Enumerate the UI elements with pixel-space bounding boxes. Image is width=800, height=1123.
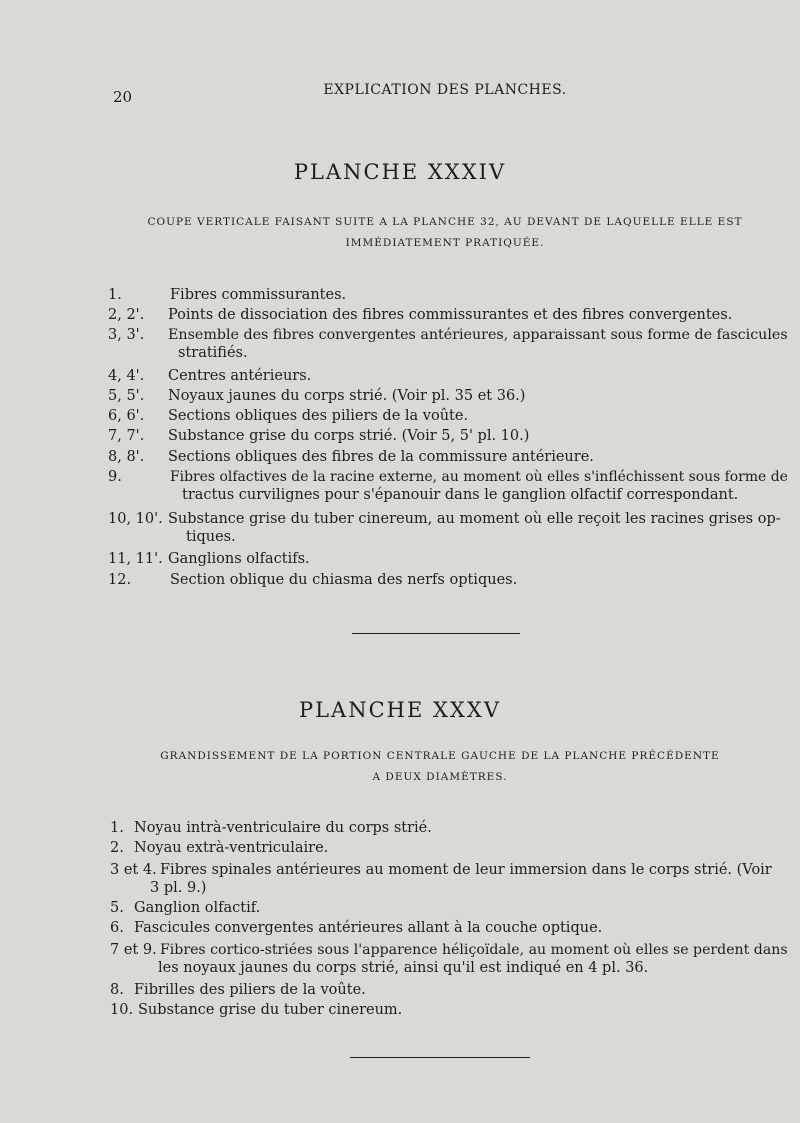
legend-item (110, 860, 790, 880)
legend-item-continuation: 3 pl. 9.) (150, 880, 207, 896)
legend-item-number: 3 et 4. (110, 862, 157, 878)
legend-item-text: Substance grise du tuber cinereum, au moment où elle reçoit les racines grises op- (168, 511, 781, 527)
legend-item (110, 838, 790, 858)
legend-item-text: Substance grise du tuber cinereum. (138, 1002, 403, 1018)
legend-item-text: Noyau extrà-ventriculaire. (134, 840, 329, 856)
legend-item-text: Fibres spinales antérieures au moment de leur immersion dans le corps strié. (Voir (160, 862, 772, 878)
legend-item (110, 818, 790, 838)
legend-item-number: 6. (110, 920, 124, 936)
legend-item-number: 7, 7'. (108, 428, 145, 444)
legend-item-text: Points de dissociation des fibres commissurantes et des fibres convergentes. (168, 307, 733, 323)
legend-item (108, 305, 790, 325)
legend-item (110, 1000, 790, 1020)
legend-item-text: Noyau intrà-ventriculaire du corps strié. (134, 820, 432, 836)
legend-item (110, 980, 790, 1000)
legend-item-number: 9. (108, 469, 122, 485)
end-rule (350, 1057, 530, 1058)
legend-item (108, 509, 790, 529)
legend-item-text: Sections obliques des fibres de la commissure antérieure. (168, 449, 594, 465)
legend-item-number: 10. (110, 1002, 134, 1018)
legend-item-number: 11, 11'. (108, 551, 163, 567)
legend-item-text: Sections obliques des piliers de la voûte. (168, 408, 469, 424)
legend-item-continuation: les noyaux jaunes du corps strié, ainsi qu'il est indiqué en 4 pl. 36. (158, 960, 649, 976)
legend-item-text: Section oblique du chiasma des nerfs optiques. (170, 572, 518, 588)
legend-item-text: Fibres commissurantes. (170, 287, 347, 303)
legend-item-number: 6, 6'. (108, 408, 145, 424)
legend-item (108, 447, 790, 467)
plate-34-subtitle-line-1: COUPE VERTICALE FAISANT SUITE A LA PLANCHE 32, AU DEVANT DE LAQUELLE ELLE EST (147, 216, 743, 228)
section-divider (352, 633, 520, 634)
legend-item-number: 7 et 9. (110, 942, 157, 958)
plate-34-subtitle-line-2: IMMÉDIATEMENT PRATIQUÉE. (345, 237, 545, 249)
legend-item-text: Fibres olfactives de la racine externe, au moment où elles s'infléchissent sous forme de (170, 469, 788, 485)
legend-item-text: Fibres cortico-striées sous l'apparence héliçoïdale, au moment où elles se perdent dans (160, 942, 788, 958)
plate-35-subtitle (130, 746, 750, 788)
legend-item (108, 467, 790, 487)
legend-item-number: 8. (110, 982, 124, 998)
running-title: EXPLICATION DES PLANCHES. (323, 82, 567, 98)
legend-item-number: 2, 2'. (108, 307, 145, 323)
legend-item (110, 940, 790, 960)
legend-item-number: 1. (108, 287, 122, 303)
legend-item-number: 10, 10'. (108, 511, 163, 527)
legend-item-continuation: stratifiés. (178, 345, 248, 361)
legend-item-text: Substance grise du corps strié. (Voir 5, 5' pl. 10.) (168, 428, 530, 444)
legend-item-text: Fascicules convergentes antérieures allant à la couche optique. (134, 920, 603, 936)
legend-item-number: 2. (110, 840, 124, 856)
legend-item-continuation: tractus curvilignes pour s'épanouir dans le ganglion olfactif correspondant. (182, 487, 739, 503)
legend-item (108, 285, 790, 305)
legend-item-text: Noyaux jaunes du corps strié. (Voir pl. 35 et 36.) (168, 388, 526, 404)
legend-item-number: 4, 4'. (108, 368, 145, 384)
legend-item-number: 12. (108, 572, 132, 588)
legend-item (108, 325, 790, 345)
legend-item (108, 570, 790, 590)
legend-item (108, 366, 790, 386)
legend-item-text: Ganglions olfactifs. (168, 551, 310, 567)
legend-item-number: 3, 3'. (108, 327, 145, 343)
plate-35-title: PLANCHE XXXV (298, 698, 502, 722)
legend-item-number: 8, 8'. (108, 449, 145, 465)
legend-item-number: 5, 5'. (108, 388, 145, 404)
legend-item (110, 918, 790, 938)
plate-35-subtitle-line-2: A DEUX DIAMÈTRES. (372, 771, 508, 783)
plate-35-subtitle-line-1: GRANDISSEMENT DE LA PORTION CENTRALE GAUCHE DE LA PLANCHE PRÉCÉDENTE (160, 750, 720, 762)
plate-34-subtitle (130, 212, 760, 254)
legend-item-number: 1. (110, 820, 124, 836)
legend-item-text: Ganglion olfactif. (134, 900, 261, 916)
legend-item-continuation: tiques. (186, 529, 236, 545)
plate-34-title: PLANCHE XXXIV (293, 160, 507, 184)
legend-item (108, 549, 790, 569)
legend-item-text: Ensemble des fibres convergentes antérieures, apparaissant sous forme de fascicules (168, 327, 788, 343)
legend-item-number: 5. (110, 900, 124, 916)
legend-item (110, 898, 790, 918)
legend-item (108, 386, 790, 406)
legend-item (108, 406, 790, 426)
legend-item (108, 426, 790, 446)
legend-item-text: Centres antérieurs. (168, 368, 312, 384)
page-number: 20 (113, 88, 133, 106)
legend-item-text: Fibrilles des piliers de la voûte. (134, 982, 366, 998)
